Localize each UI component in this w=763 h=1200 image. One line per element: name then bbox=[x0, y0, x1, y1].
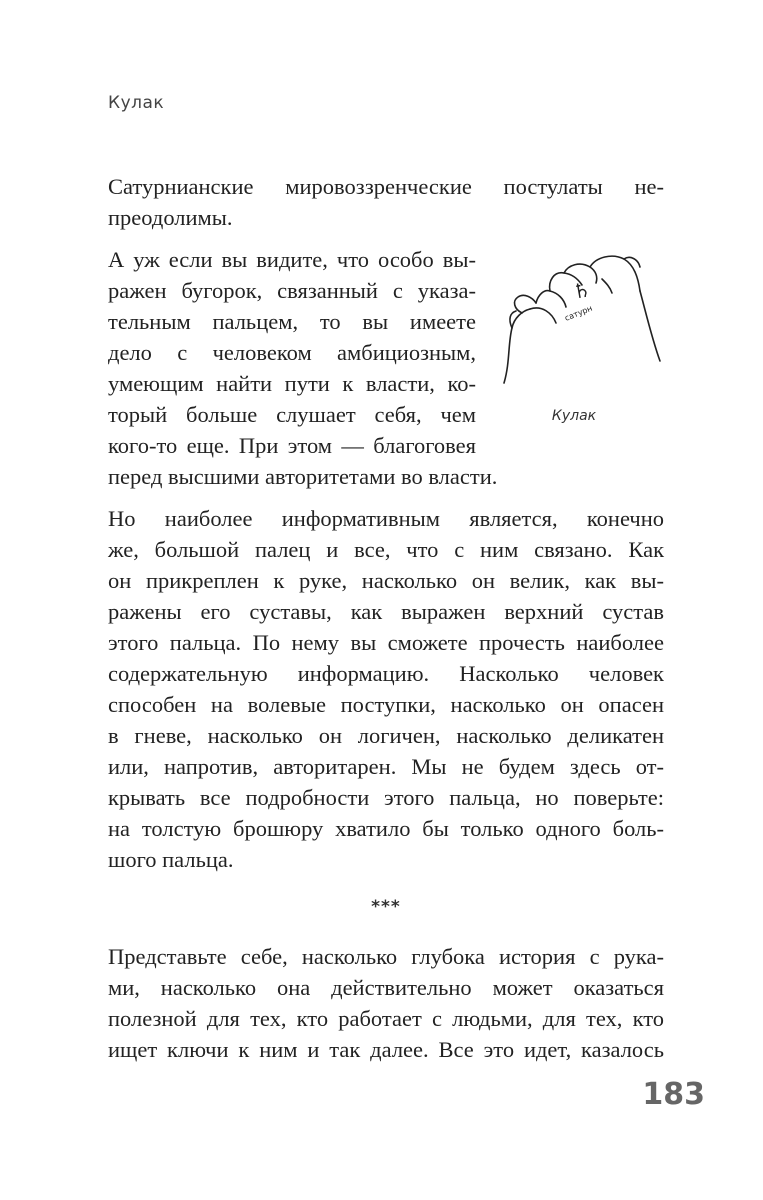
paragraph-2 bbox=[108, 244, 498, 492]
text-line: ми, насколько она действительно может оказаться bbox=[108, 975, 664, 1000]
text-line: Но наиболее информативным является, конечно bbox=[108, 506, 664, 531]
page-number: 183 bbox=[642, 1077, 705, 1112]
paragraph-3 bbox=[108, 503, 664, 875]
text-line: ражен бугорок, связанный с указа- bbox=[108, 278, 476, 303]
text-line: торый больше слушает себя, чем bbox=[108, 402, 476, 427]
text-line: же, большой палец и все, что с ним связано. Как bbox=[108, 537, 664, 562]
saturn-symbol: ♄ bbox=[570, 277, 593, 304]
text-line: этого пальца. По нему вы сможете прочесть наиболее bbox=[108, 630, 664, 655]
running-head: Кулак bbox=[108, 93, 165, 113]
text-line: кого-то еще. При этом — благоговея bbox=[108, 433, 476, 458]
figure-caption: Кулак bbox=[551, 408, 597, 424]
text-line: на толстую брошюру хватило бы только одного боль- bbox=[108, 816, 664, 841]
text-line: преодолимы. bbox=[108, 205, 233, 230]
text-line: Сатурнианские мировоззренческие постулаты не- bbox=[108, 174, 664, 199]
text-line: тельным пальцем, то вы имеете bbox=[108, 309, 476, 334]
text-line: шого пальца. bbox=[108, 847, 234, 872]
section-separator: *** bbox=[371, 897, 401, 917]
text-line: перед высшими авторитетами во власти. bbox=[108, 464, 498, 489]
text-line: Представьте себе, насколько глубока история с рука- bbox=[108, 944, 664, 969]
text-line: полезной для тех, кто работает с людьми, для тех, кто bbox=[108, 1006, 664, 1031]
saturn-label: сатурн bbox=[563, 303, 594, 323]
text-line: содержательную информацию. Насколько человек bbox=[108, 661, 664, 686]
text-line: или, напротив, авторитарен. Мы не будем здесь от- bbox=[108, 754, 664, 779]
text-line: А уж если вы видите, что особо вы- bbox=[108, 247, 476, 272]
text-line: способен на волевые поступки, насколько он опасен bbox=[108, 692, 664, 717]
paragraph-4 bbox=[108, 941, 664, 1065]
text-line: ищет ключи к ним и так далее. Все это идет, казалось bbox=[108, 1037, 664, 1062]
text-line: крывать все подробности этого пальца, но поверьте: bbox=[108, 785, 664, 810]
text-line: дело с человеком амбициозным, bbox=[108, 340, 476, 365]
text-line: он прикреплен к руке, насколько он велик, как вы- bbox=[108, 568, 664, 593]
text-line: в гневе, насколько он логичен, насколько деликатен bbox=[108, 723, 664, 748]
text-line: ражены его суставы, как выражен верхний сустав bbox=[108, 599, 664, 624]
text-line: умеющим найти пути к власти, ко- bbox=[108, 371, 476, 396]
paragraph-1 bbox=[108, 171, 664, 233]
fist-illustration bbox=[492, 243, 672, 403]
fist-figure bbox=[492, 243, 672, 433]
